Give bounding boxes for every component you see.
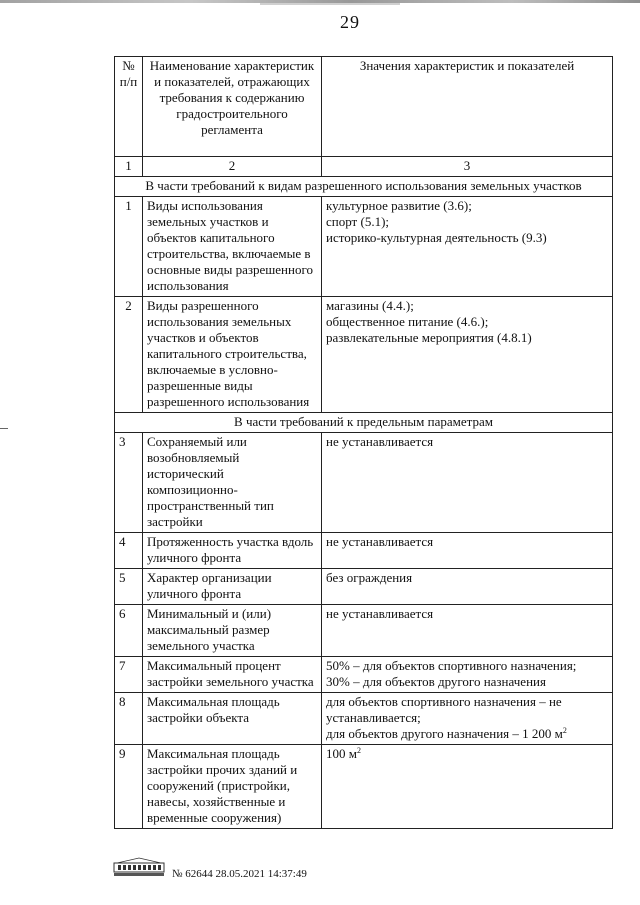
- value-text: для объектов другого назначения – 1 200 м: [326, 726, 563, 741]
- row-characteristic-values: [322, 297, 613, 413]
- row-characteristic-values: [322, 605, 613, 657]
- row-characteristic-name: Виды использования земельных участков и объектов капитального строительства, включаемые в основные виды разрешенного использования: [143, 197, 322, 297]
- row-number: 8: [115, 693, 143, 745]
- value-line: [326, 746, 608, 762]
- value-text: общественное питание (4.6.);: [326, 314, 489, 329]
- row-number: 5: [115, 569, 143, 605]
- row-number: 3: [115, 433, 143, 533]
- land-use-rows: [115, 197, 613, 413]
- value-text: культурное развитие (3.6);: [326, 198, 472, 213]
- value-text: без ограждения: [326, 570, 413, 585]
- row-characteristic-name: Минимальный и (или) максимальный размер земельного участка: [143, 605, 322, 657]
- page-number: 29: [340, 12, 360, 32]
- header-col-values: Значения характеристик и показателей: [322, 57, 613, 157]
- value-text: историко-культурная деятельность (9.3): [326, 230, 547, 245]
- parameter-rows: [115, 433, 613, 829]
- value-line: [326, 534, 608, 550]
- section-heading-row: [115, 413, 613, 433]
- unit-superscript: 2: [356, 746, 361, 755]
- table-row: [115, 297, 613, 413]
- value-text: не устанавливается: [326, 534, 434, 549]
- row-characteristic-values: [322, 533, 613, 569]
- value-line: [326, 230, 608, 246]
- table-row: [115, 533, 613, 569]
- row-characteristic-values: [322, 745, 613, 829]
- table-row: [115, 693, 613, 745]
- header-col-number: № п/п: [115, 57, 143, 157]
- row-characteristic-name: Протяженность участка вдоль уличного фронта: [143, 533, 322, 569]
- value-text: 100 м: [326, 746, 357, 761]
- value-text: 30% – для объектов другого назначения: [326, 674, 546, 689]
- row-characteristic-name: Характер организации уличного фронта: [143, 569, 322, 605]
- row-characteristic-values: [322, 433, 613, 533]
- value-line: [326, 214, 608, 230]
- document-registration-number: № 62644 28.05.2021 14:37:49: [172, 868, 307, 880]
- row-number: 1: [115, 197, 143, 297]
- value-line: [326, 570, 608, 586]
- row-characteristic-name: Максимальный процент застройки земельного участка: [143, 657, 322, 693]
- value-line: [326, 658, 608, 674]
- column-number-2: 2: [143, 157, 322, 177]
- value-line: [326, 726, 608, 742]
- row-number: 2: [115, 297, 143, 413]
- value-text: развлекательные мероприятия (4.8.1): [326, 330, 532, 345]
- table-row: [115, 569, 613, 605]
- row-characteristic-name: Сохраняемый или возобновляемый исторический композиционно-пространственный тип застройки: [143, 433, 322, 533]
- value-line: [326, 314, 608, 330]
- value-line: [326, 198, 608, 214]
- row-characteristic-name: Максимальная площадь застройки прочих зданий и сооружений (пристройки, навесы, хозяйственные и временные сооружения): [143, 745, 322, 829]
- column-number-row: [115, 157, 613, 177]
- table-row: [115, 745, 613, 829]
- table-row: [115, 433, 613, 533]
- regulation-table: [114, 56, 613, 829]
- row-characteristic-name: Виды разрешенного использования земельных участков и объектов капитального строительства, включаемые в условно-разрешенные виды разрешенного использования: [143, 297, 322, 413]
- row-characteristic-values: [322, 657, 613, 693]
- row-number: 4: [115, 533, 143, 569]
- value-text: не устанавливается: [326, 434, 434, 449]
- value-line: [326, 694, 608, 726]
- row-number: 6: [115, 605, 143, 657]
- row-characteristic-values: [322, 693, 613, 745]
- table-row: [115, 605, 613, 657]
- column-number-3: 3: [322, 157, 613, 177]
- value-text: магазины (4.4.);: [326, 298, 414, 313]
- value-text: не устанавливается: [326, 606, 434, 621]
- value-line: [326, 434, 608, 450]
- value-text: 50% – для объектов спортивного назначения;: [326, 658, 577, 673]
- unit-superscript: 2: [562, 726, 567, 735]
- value-line: [326, 606, 608, 622]
- table-row: [115, 197, 613, 297]
- row-characteristic-name: Максимальная площадь застройки объекта: [143, 693, 322, 745]
- scan-edge-mark: [0, 428, 8, 429]
- row-number: 9: [115, 745, 143, 829]
- row-characteristic-values: [322, 569, 613, 605]
- table-row: [115, 657, 613, 693]
- table-header-row: [115, 57, 613, 157]
- scan-edge-artifact: [260, 3, 400, 5]
- value-line: [326, 674, 608, 690]
- column-number-1: 1: [115, 157, 143, 177]
- section-heading-row: [115, 177, 613, 197]
- header-col-name: Наименование характеристик и показателей, отражающих требования к содержанию градостроительного регламента: [143, 57, 322, 157]
- value-text: спорт (5.1);: [326, 214, 390, 229]
- value-line: [326, 298, 608, 314]
- section-heading-parameters: В части требований к предельным параметрам: [115, 413, 613, 433]
- section-heading-land-use: В части требований к видам разрешенного использования земельных участков: [115, 177, 613, 197]
- value-text: для объектов спортивного назначения – не устанавливается;: [326, 694, 562, 725]
- value-line: [326, 330, 608, 346]
- registry-stamp-icon: [113, 857, 165, 877]
- row-number: 7: [115, 657, 143, 693]
- row-characteristic-values: [322, 197, 613, 297]
